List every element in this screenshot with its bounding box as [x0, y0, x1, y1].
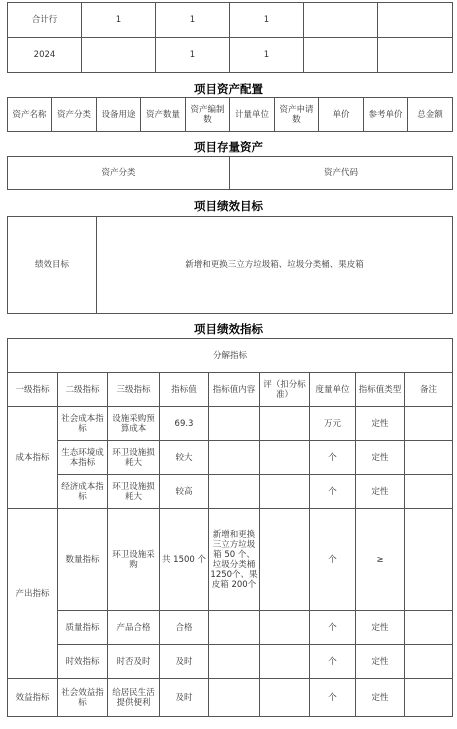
content-cell [209, 441, 260, 475]
table-row [8, 509, 453, 611]
column-header: 三级指标 [108, 373, 160, 407]
performance-indicators-title: 项目绩效指标 [194, 322, 263, 336]
assets-config-title: 项目资产配置 [194, 82, 263, 96]
column-header: 一级指标 [8, 373, 58, 407]
note-cell [405, 509, 453, 611]
content-cell [209, 679, 260, 717]
content-cell [209, 611, 260, 645]
type-cell: 定性 [356, 645, 405, 679]
value-cell: 合格 [160, 611, 209, 645]
column-header: 资产分类 [52, 98, 97, 132]
summary-cell: 合计行 [8, 3, 82, 38]
note-cell [405, 645, 453, 679]
level3-cell: 环卫设施损耗大 [108, 475, 160, 509]
content-cell [209, 407, 260, 441]
content-cell [209, 645, 260, 679]
value-cell: 较大 [160, 441, 209, 475]
table-row [8, 475, 453, 509]
score-cell [260, 441, 310, 475]
summary-cell: 2024 [8, 38, 82, 73]
column-header: 指标值内容 [209, 373, 260, 407]
value-cell: 及时 [160, 679, 209, 717]
column-header: 设备用途 [97, 98, 141, 132]
level3-cell: 设施采购预算成本 [108, 407, 160, 441]
column-header: 二级指标 [58, 373, 108, 407]
note-cell [405, 475, 453, 509]
assets-config-table [7, 97, 453, 132]
column-header: 指标值类型 [356, 373, 405, 407]
table-row [8, 679, 453, 717]
level1-cell: 效益指标 [8, 679, 58, 717]
level2-cell: 社会成本指标 [58, 407, 108, 441]
type-cell: 定性 [356, 407, 405, 441]
performance-indicators-table [7, 338, 453, 717]
note-cell [405, 611, 453, 645]
score-cell [260, 475, 310, 509]
summary-cell [82, 38, 156, 73]
column-header: 参考单价 [364, 98, 408, 132]
unit-cell: 个 [310, 441, 356, 475]
note-cell [405, 679, 453, 717]
note-cell [405, 407, 453, 441]
table-header-row [8, 373, 453, 407]
unit-cell: 个 [310, 509, 356, 611]
table-header-row [8, 157, 453, 190]
type-cell: 定性 [356, 679, 405, 717]
summary-cell [304, 38, 378, 73]
existing-assets-title: 项目存量资产 [194, 140, 263, 154]
note-cell [405, 441, 453, 475]
summary-cell: 1 [82, 3, 156, 38]
performance-goal-table [7, 216, 453, 314]
type-cell: 定性 [356, 475, 405, 509]
table-row [8, 217, 453, 314]
summary-cell: 1 [230, 3, 304, 38]
summary-cell: 1 [230, 38, 304, 73]
level1-cell: 成本指标 [8, 407, 58, 509]
summary-table [7, 2, 453, 73]
score-cell [260, 645, 310, 679]
table-header-row [8, 98, 453, 132]
summary-cell [304, 3, 378, 38]
score-cell [260, 509, 310, 611]
column-header: 资产分类 [8, 157, 230, 190]
existing-assets-table [7, 156, 453, 190]
content-cell [209, 475, 260, 509]
type-cell: ≥ [356, 509, 405, 611]
type-cell: 定性 [356, 441, 405, 475]
table-row [8, 339, 453, 373]
column-header: 评（扣分标准） [260, 373, 310, 407]
table-row [8, 441, 453, 475]
column-header: 指标值 [160, 373, 209, 407]
level2-cell: 生态环境成本指标 [58, 441, 108, 475]
level2-cell: 社会效益指标 [58, 679, 108, 717]
level3-cell: 产品合格 [108, 611, 160, 645]
table-row [8, 38, 453, 73]
unit-cell: 个 [310, 611, 356, 645]
unit-cell: 个 [310, 679, 356, 717]
level3-cell: 时否及时 [108, 645, 160, 679]
column-header: 资产名称 [8, 98, 52, 132]
unit-cell: 个 [310, 645, 356, 679]
goal-content: 新增和更换三立方垃圾箱、垃圾分类桶、果皮箱 [97, 217, 453, 314]
column-header: 计量单位 [230, 98, 275, 132]
value-cell: 及时 [160, 645, 209, 679]
summary-cell: 1 [156, 3, 230, 38]
column-header: 单价 [319, 98, 364, 132]
level3-cell: 环卫设施采购 [108, 509, 160, 611]
unit-cell: 万元 [310, 407, 356, 441]
table-row [8, 3, 453, 38]
level1-cell: 产出指标 [8, 509, 58, 679]
summary-cell [378, 3, 453, 38]
column-header: 总金额 [408, 98, 453, 132]
value-cell: 较高 [160, 475, 209, 509]
column-header: 度量单位 [310, 373, 356, 407]
level2-cell: 质量指标 [58, 611, 108, 645]
level2-cell: 时效指标 [58, 645, 108, 679]
content-cell: 新增和更换三立方垃圾箱 50 个、垃圾分类桶 1250个、果皮箱 200个 [209, 509, 260, 611]
performance-goal-title: 项目绩效目标 [194, 199, 263, 213]
value-cell: 69.3 [160, 407, 209, 441]
unit-cell: 个 [310, 475, 356, 509]
table-row [8, 407, 453, 441]
table-row [8, 611, 453, 645]
score-cell [260, 679, 310, 717]
type-cell: 定性 [356, 611, 405, 645]
column-header: 资产代码 [230, 157, 453, 190]
level3-cell: 给居民生活提供便利 [108, 679, 160, 717]
level2-cell: 经济成本指标 [58, 475, 108, 509]
goal-label: 绩效目标 [8, 217, 97, 314]
level2-cell: 数量指标 [58, 509, 108, 611]
score-cell [260, 407, 310, 441]
summary-cell: 1 [156, 38, 230, 73]
level3-cell: 环卫设施损耗大 [108, 441, 160, 475]
column-header: 资产数量 [141, 98, 186, 132]
table-row [8, 645, 453, 679]
column-header: 备注 [405, 373, 453, 407]
column-header: 资产申请数 [275, 98, 319, 132]
score-cell [260, 611, 310, 645]
value-cell: 共 1500 个 [160, 509, 209, 611]
summary-cell [378, 38, 453, 73]
group-header: 分解指标 [8, 339, 453, 373]
column-header: 资产编制数 [186, 98, 230, 132]
